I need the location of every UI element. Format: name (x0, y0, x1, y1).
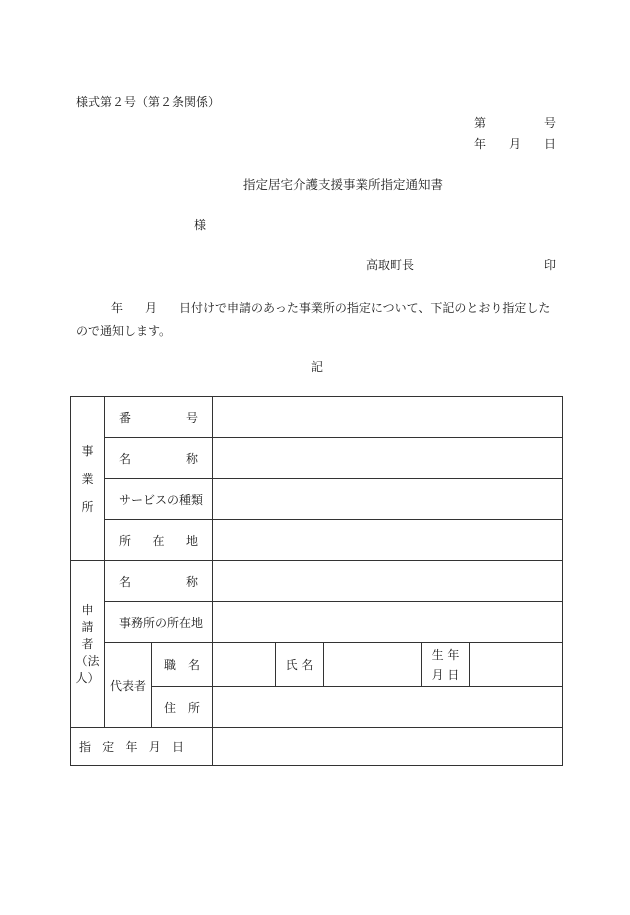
office-location-field[interactable] (213, 520, 563, 561)
address-field[interactable] (213, 687, 563, 728)
office-group-label: 事 業 所 (71, 397, 105, 561)
representative-label: 代表者 (105, 643, 152, 728)
addressee-suffix: 様 (194, 218, 207, 232)
office-name-field[interactable] (213, 438, 563, 479)
designation-date-label: 指 定 年 月 日 (71, 728, 213, 766)
position-field[interactable] (213, 643, 276, 687)
designation-table (70, 396, 563, 766)
applicant-office-location-field[interactable] (213, 602, 563, 643)
applicant-name-field[interactable] (213, 561, 563, 602)
number-prefix: 第 (474, 116, 487, 130)
applicant-group-label: 申 請 者 （法 人） (71, 561, 105, 728)
issuer-name: 高取町長 (366, 258, 415, 272)
form-number-label: 様式第２号（第２条関係） (76, 95, 221, 109)
full-name-label: 氏 名 (276, 643, 324, 687)
office-number-label: 番 号 (105, 397, 213, 438)
position-label: 職 名 (152, 643, 213, 687)
document-title: 指定居宅介護支援事業所指定通知書 (243, 177, 444, 192)
notice-body-line2: ので通知します。 (76, 324, 172, 338)
seal-mark: 印 (544, 258, 557, 272)
body-year: 年 (111, 301, 124, 315)
applicant-office-location-label: 事務所の所在地 (105, 602, 213, 643)
issue-year-label: 年 (474, 137, 487, 151)
notice-body (76, 297, 564, 343)
body-text1: 日付けで申請のあった事業所の指定について、下記のとおり指定した (179, 301, 551, 315)
address-label: 住 所 (152, 687, 213, 728)
applicant-name-label: 名 称 (105, 561, 213, 602)
service-type-label: サービスの種類 (105, 479, 213, 520)
full-name-field[interactable] (324, 643, 422, 687)
office-name-label: 名 称 (105, 438, 213, 479)
office-number-field[interactable] (213, 397, 563, 438)
issue-month-label: 月 (509, 137, 522, 151)
issue-day-label: 日 (543, 137, 556, 151)
birth-date-field[interactable] (470, 643, 563, 687)
office-location-label: 所 在 地 (105, 520, 213, 561)
number-suffix: 号 (543, 116, 556, 130)
notice-body-line1 (76, 297, 564, 320)
service-type-field[interactable] (213, 479, 563, 520)
birth-date-label: 生 年 月 日 (422, 643, 470, 687)
ki-heading: 記 (311, 360, 324, 374)
body-month: 月 (145, 301, 158, 315)
designation-date-field[interactable] (213, 728, 563, 766)
